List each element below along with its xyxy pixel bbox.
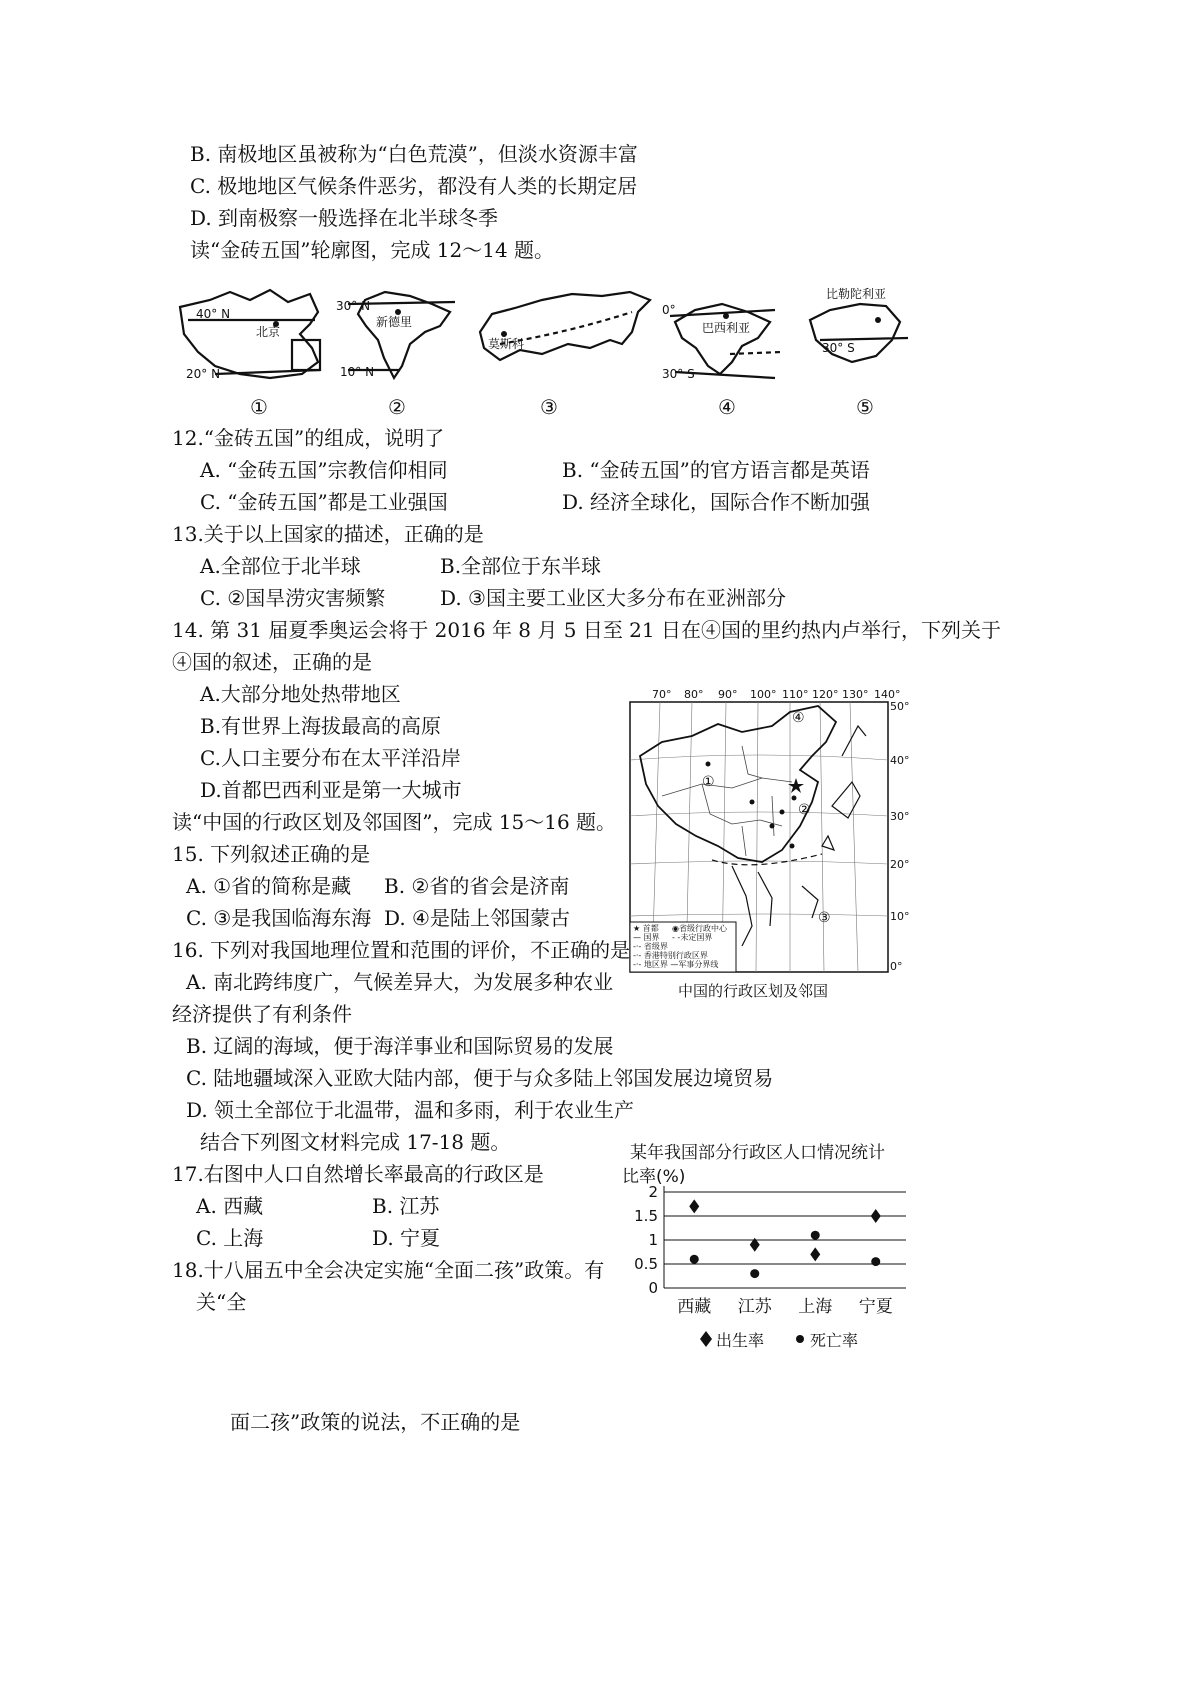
russia-capital-label: 莫斯科: [488, 337, 525, 351]
q13-option-b: B.全部位于东半球: [440, 554, 602, 578]
legend-capital: ★ 首都: [633, 924, 659, 933]
q18-line1: 18.十八届五中全会决定实施“全面二孩”政策。有: [172, 1258, 605, 1282]
chart-title: 某年我国部分行政区人口情况统计: [630, 1143, 885, 1163]
china-outline: [180, 290, 318, 378]
russia-number: ③: [540, 395, 558, 419]
y-tick-label: 1: [648, 1231, 658, 1249]
y-tick-label: 1.5: [634, 1207, 658, 1225]
death-rate-point: [871, 1257, 880, 1266]
q16-option-c: C. 陆地疆域深入亚欧大陆内部，便于与众多陆上邻国发展边境贸易: [186, 1066, 774, 1090]
brics-outline-maps: [170, 282, 930, 422]
lon-tick: 120°: [812, 688, 839, 701]
q14-option-b: B.有世界上海拔最高的高原: [200, 714, 442, 738]
q12-option-c: C. “金砖五国”都是工业强国: [200, 490, 448, 514]
q18-line2: 关“全: [196, 1290, 247, 1314]
y-tick-label: 0: [648, 1279, 658, 1297]
lon-tick: 140°: [874, 688, 901, 701]
q13-option-c: C. ②国旱涝灾害频繁: [200, 586, 386, 610]
q17-option-c: C. 上海: [196, 1226, 264, 1250]
china-outline: [640, 706, 836, 862]
legend-death-label: 死亡率: [810, 1331, 859, 1350]
birth-rate-point: [689, 1199, 699, 1213]
q16-stem: 16. 下列对我国地理位置和范围的评价，不正确的是: [172, 938, 631, 962]
india-number: ②: [388, 395, 406, 419]
q17-stem: 17.右图中人口自然增长率最高的行政区是: [172, 1162, 544, 1186]
chart-ylabel: 比率(%): [622, 1167, 686, 1187]
y-tick-label: 0.5: [634, 1255, 658, 1273]
china-lat-south: 20° N: [186, 367, 221, 381]
q15-option-c: C. ③是我国临海东海: [186, 906, 372, 930]
lat-tick: 30°: [890, 810, 910, 823]
legend-birth-label: 出生率: [716, 1331, 765, 1350]
brazil-lat-south: 30° S: [662, 367, 695, 381]
x-category-label: 江苏: [737, 1297, 772, 1317]
india-lat-south: 10° N: [340, 365, 375, 379]
q12-option-b: B. “金砖五国”的官方语言都是英语: [562, 458, 870, 482]
intro-17-18: 结合下列图文材料完成 17-18 题。: [200, 1130, 511, 1154]
marker-4: ④: [792, 710, 805, 726]
q13-option-a: A.全部位于北半球: [200, 554, 361, 578]
population-chart: [614, 1138, 914, 1363]
death-rate-point: [811, 1231, 820, 1240]
china-admin-map: [622, 686, 912, 1006]
marker-1: ①: [702, 774, 715, 790]
x-category-label: 宁夏: [858, 1297, 893, 1317]
southafrica-lat: 30° S: [822, 341, 855, 355]
legend-national: — 国界: [633, 933, 660, 942]
q15-option-b: B. ②省的省会是济南: [384, 874, 570, 898]
q16-option-d: D. 领土全部位于北温带，温和多雨，利于农业生产: [186, 1098, 635, 1122]
x-category-label: 上海: [798, 1297, 833, 1317]
southafrica-capital-label: 比勒陀利亚: [826, 287, 887, 301]
china-capital-label: 北京: [256, 325, 281, 339]
q14-option-c: C.人口主要分布在太平洋沿岸: [200, 746, 461, 770]
death-rate-point: [690, 1255, 699, 1264]
brazil-capital-label: 巴西利亚: [702, 321, 751, 335]
q13-stem: 13.关于以上国家的描述，正确的是: [172, 522, 484, 546]
lat-tick: 50°: [890, 700, 910, 713]
q14-stem-line2: ④国的叙述，正确的是: [172, 650, 372, 674]
india-lat-north: 30° N: [336, 299, 371, 313]
q17-option-b: B. 江苏: [372, 1194, 440, 1218]
q12-option-d: D. 经济全球化，国际合作不断加强: [562, 490, 871, 514]
x-category-label: 西藏: [677, 1297, 712, 1317]
death-rate-point: [750, 1269, 759, 1278]
lon-tick: 90°: [718, 688, 738, 701]
china-lat-north: 40° N: [196, 307, 231, 321]
q15-option-d: D. ④是陆上邻国蒙古: [384, 906, 570, 930]
lon-tick: 100°: [750, 688, 777, 701]
lat-tick: 10°: [890, 910, 910, 923]
q16-option-b: B. 辽阔的海域，便于海洋事业和国际贸易的发展: [186, 1034, 614, 1058]
q16-option-a-line1: A. 南北跨纬度广，气候差异大，为发展多种农业: [186, 970, 614, 994]
intro-12-14: 读“金砖五国”轮廓图，完成 12～14 题。: [190, 238, 555, 262]
q14-stem-line1: 14. 第 31 届夏季奥运会将于 2016 年 8 月 5 日至 21 日在④国的里约热内卢举行，下列关于: [172, 618, 1001, 642]
marker-2: ②: [798, 802, 811, 818]
q12-option-a: A. “金砖五国”宗教信仰相同: [200, 458, 448, 482]
india-capital-label: 新德里: [376, 315, 413, 329]
q12-stem: 12.“金砖五国”的组成，说明了: [172, 426, 445, 450]
legend-hk: -·- 香港特别行政区界: [633, 951, 708, 960]
q14-option-d: D.首都巴西利亚是第一大城市: [200, 778, 462, 802]
southafrica-number: ⑤: [856, 395, 874, 419]
birth-rate-point: [810, 1247, 820, 1261]
legend-death-marker: [796, 1335, 804, 1343]
q17-option-a: A. 西藏: [196, 1194, 264, 1218]
y-tick-label: 2: [648, 1183, 658, 1201]
q15-option-a: A. ①省的简称是藏: [186, 874, 352, 898]
lat-tick: 20°: [890, 858, 910, 871]
q11-option-b: B. 南极地区虽被称为“白色荒漠”，但淡水资源丰富: [190, 142, 638, 166]
legend-provincial: -·- 省级界: [633, 942, 668, 951]
lat-tick: 0°: [890, 960, 903, 973]
q11-option-d: D. 到南极察一般选择在北半球冬季: [190, 206, 499, 230]
q18-line3: 面二孩”政策的说法，不正确的是: [230, 1410, 521, 1434]
legend-undetermined: - -未定国界: [672, 933, 713, 942]
legend-prov-center: ◉省级行政中心: [672, 924, 727, 933]
legend-birth-marker: [700, 1331, 712, 1347]
lon-tick: 110°: [782, 688, 809, 701]
q11-option-c: C. 极地地区气候条件恶劣，都没有人类的长期定居: [190, 174, 638, 198]
china-number: ①: [250, 395, 268, 419]
lat-tick: 40°: [890, 754, 910, 767]
legend-mdl: -·- 地区界 —军事分界线: [633, 960, 719, 969]
intro-15-16: 读“中国的行政区划及邻国图”，完成 15～16 题。: [172, 810, 617, 834]
birth-rate-point: [871, 1209, 881, 1223]
lon-tick: 70°: [652, 688, 672, 701]
lon-tick: 80°: [684, 688, 704, 701]
lon-tick: 130°: [842, 688, 869, 701]
brazil-lat-equator: 0°: [662, 303, 676, 317]
q14-option-a: A.大部分地处热带地区: [200, 682, 401, 706]
q13-option-d: D. ③国主要工业区大多分布在亚洲部分: [440, 586, 786, 610]
china-map-caption: 中国的行政区划及邻国: [678, 982, 829, 1000]
q17-option-d: D. 宁夏: [372, 1226, 441, 1250]
q15-stem: 15. 下列叙述正确的是: [172, 842, 371, 866]
marker-3: ③: [818, 910, 831, 926]
q16-option-a-line2: 经济提供了有利条件: [172, 1002, 352, 1026]
brazil-number: ④: [718, 395, 736, 419]
